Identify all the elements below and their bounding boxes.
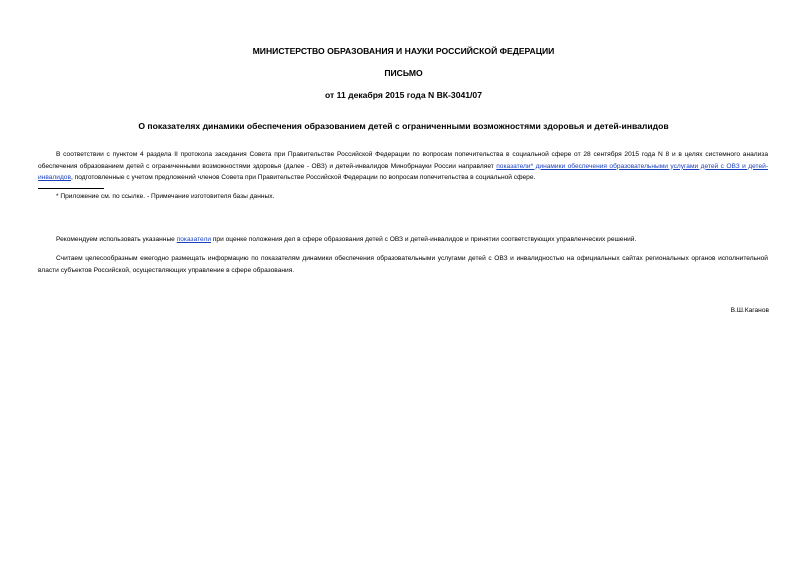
document-type: ПИСЬМО [384, 68, 423, 78]
footnote: * Приложение см. по ссылке. - Примечание изготовителя базы данных. [56, 193, 275, 200]
paragraph-1 [38, 149, 768, 184]
indicators-link[interactable]: показатели* динамики обеспечения образовательными услугами детей с ОВЗ и детей-инвалидов [38, 162, 769, 181]
indicators-link-2[interactable]: показатели [176, 236, 212, 243]
document-subject: О показателях динамики обеспечения образованием детей с ограниченными возможностями здоровья и детей-инвалидов [138, 121, 669, 131]
signature: В.Ш.Каганов [730, 307, 769, 314]
document-date-number: от 11 декабря 2015 года N ВК-3041/07 [325, 90, 482, 100]
paragraph-2-text-after: при оценке положения дел в сфере образования детей с ОВЗ и детей-инвалидов и принятии соответствующих управленческих решений. [211, 236, 637, 243]
paragraph-2-text-before: Рекомендуем использовать указанные [56, 236, 177, 243]
paragraph-2 [38, 234, 768, 246]
paragraph-1-text-after: , подготовленные с учетом предложений членов Совета при Правительстве Российской Федерации по вопросам попечительства в социальной сфере. [70, 174, 536, 181]
ministry-heading: МИНИСТЕРСТВО ОБРАЗОВАНИЯ И НАУКИ РОССИЙСКОЙ ФЕДЕРАЦИИ [252, 46, 555, 56]
footnote-divider [38, 188, 104, 189]
paragraph-3: Считаем целесообразным ежегодно размещать информацию по показателям динамики обеспечения образовательными услугами детей с ОВЗ и инвалидностью на официальных сайтах региональных органов исполнительной власти субъектов Российской, осуществляющих управление в сфере образования. [38, 255, 768, 274]
paragraph-1-text-before: В соответствии с пунктом 4 раздела II протокола заседания Совета при Правительстве Российской Федерации по вопросам попечительства в социальной сфере от 28 сентября 2015 года N 8 и в целях системного анализа обеспечения образованием детей с ограниченными возможностями здоровья (далее - ОВЗ) и детей-инвалидов Минобрнауки России направляет [38, 151, 768, 170]
